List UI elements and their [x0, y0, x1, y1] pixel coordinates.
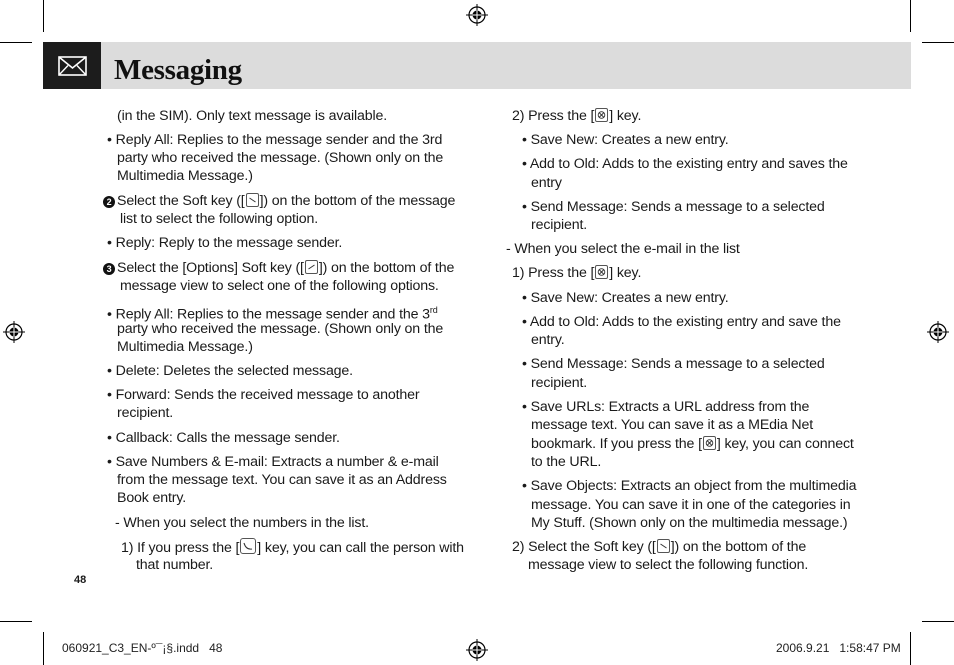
body-text-line: that number. [136, 557, 214, 573]
ok-key-icon [595, 108, 608, 122]
numbered-substep: 1) Press the [ ] key. [512, 265, 642, 281]
body-text-line: My Stuff. (Shown only on the multimedia message.) [531, 515, 848, 531]
body-text-line: to the URL. [531, 454, 602, 470]
crop-mark [43, 632, 44, 665]
crop-mark [0, 621, 32, 622]
body-text-line: entry. [531, 332, 565, 348]
bullet-item: • Save Objects: Extracts an object from the multimedia [522, 478, 857, 494]
crop-mark [922, 42, 954, 43]
body-text-line: recipient. [531, 375, 588, 391]
soft-key-right-icon [305, 260, 318, 274]
body-text-line: recipient. [117, 405, 174, 421]
registration-mark-icon [927, 321, 949, 343]
numbered-substep: 2) Press the [ ] key. [512, 108, 642, 124]
bullet-item: • Add to Old: Adds to the existing entry and save the [522, 314, 841, 330]
body-text-line: Book entry. [117, 490, 187, 506]
bullet-item: • Send Message: Sends a message to a selected [522, 356, 825, 372]
numbered-step: 2 Select the Soft key ([ ]) on the bottom of the message [103, 192, 455, 210]
registration-mark-icon [466, 4, 488, 26]
bullet-item: • Reply All: Replies to the message sender and the 3rd [107, 132, 443, 148]
bullet-item: • Save URLs: Extracts a URL address from the [522, 399, 810, 415]
body-text-line: message. You can save it in one of the categories in [531, 497, 851, 513]
date-slug: 2006.9.21 1:58:47 PM [776, 641, 901, 655]
numbered-substep: 2) Select the Soft key ([ ]) on the bottom of the [512, 539, 807, 555]
crop-mark [910, 632, 911, 665]
bullet-item: • Add to Old: Adds to the existing entry and saves the [522, 156, 848, 172]
body-text-line: bookmark. If you press the [ ] key, you can connect [531, 436, 854, 452]
body-text-line: message view to select the following function. [528, 557, 809, 573]
crop-mark [43, 0, 44, 32]
body-text-line: list to select the following option. [120, 211, 319, 227]
bullet-item: • Callback: Calls the message sender. [107, 430, 340, 446]
body-text-line: message view to select one of the following options. [120, 278, 439, 294]
body-text-line: party who received the message. (Shown only on the [117, 321, 444, 337]
header-icon-box [43, 42, 101, 89]
bullet-item: • Delete: Deletes the selected message. [107, 363, 353, 379]
send-key-icon [240, 538, 256, 554]
page-title: Messaging [114, 54, 242, 86]
bullet-item: • Reply: Reply to the message sender. [107, 235, 343, 251]
file-slug: 060921_C3_EN-º¯¡§.indd 48 [62, 641, 223, 655]
sub-heading: - When you select the e-mail in the list [506, 241, 740, 257]
bullet-item: • Forward: Sends the received message to another [107, 387, 420, 403]
crop-mark [0, 42, 32, 43]
step-number-icon: 3 [103, 263, 115, 275]
registration-mark-icon [3, 321, 25, 343]
body-text-line: (in the SIM). Only text message is available. [117, 108, 388, 124]
body-text-line: from the message text. You can save it as an Address [117, 472, 447, 488]
body-text-line: entry [531, 175, 562, 191]
numbered-substep: 1) If you press the [ ] key, you can call the person with [121, 540, 464, 556]
soft-key-left-icon [246, 193, 259, 207]
bullet-item: • Send Message: Sends a message to a selected [522, 199, 825, 215]
bullet-item: • Save New: Creates a new entry. [522, 132, 729, 148]
bullet-item: • Save New: Creates a new entry. [522, 290, 729, 306]
ok-key-icon [703, 436, 716, 450]
body-text-line: Multimedia Message.) [117, 339, 253, 355]
ok-key-icon [595, 265, 608, 279]
registration-mark-icon [466, 639, 488, 661]
bullet-item: • Save Numbers & E-mail: Extracts a number & e-mail [107, 454, 439, 470]
crop-mark [910, 0, 911, 32]
body-text-line: party who received the message. (Shown only on the [117, 150, 444, 166]
bullet-item: • Reply All: Replies to the message sender and the 3rd [107, 305, 438, 323]
body-text-line: recipient. [531, 217, 588, 233]
sub-heading: - When you select the numbers in the list. [115, 515, 369, 531]
soft-key-left-icon [657, 539, 670, 553]
body-text-line: Multimedia Message.) [117, 168, 253, 184]
envelope-icon [43, 42, 101, 89]
crop-mark [922, 621, 954, 622]
body-text-line: message text. You can save it as a MEdia Net [531, 417, 814, 433]
numbered-step: 3 Select the [Options] Soft key ([ ]) on the bottom of the [103, 259, 454, 277]
page-number: 48 [74, 574, 87, 586]
step-number-icon: 2 [103, 196, 115, 208]
